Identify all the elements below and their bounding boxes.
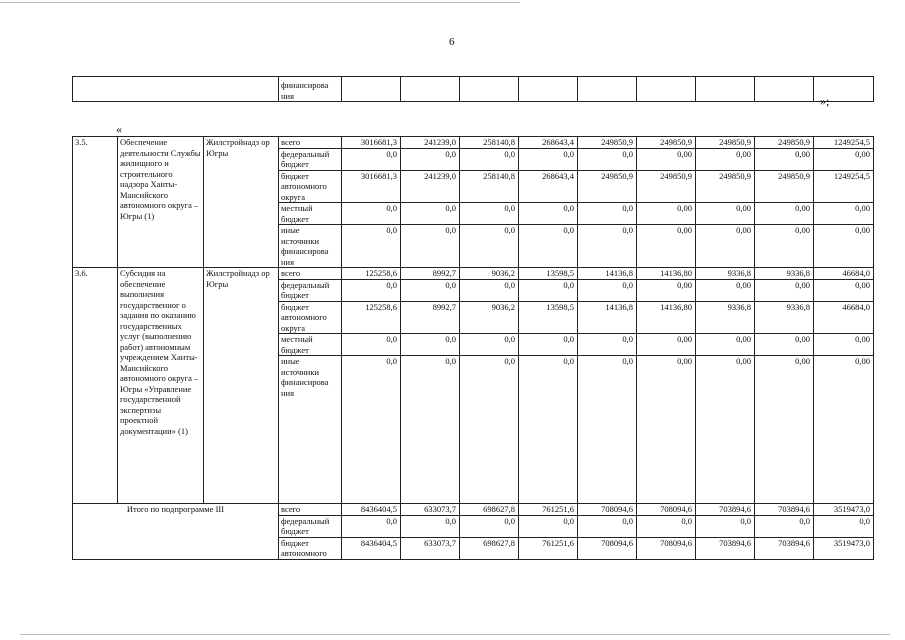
value-cell: 0,0	[342, 148, 401, 170]
value-cell: 0,00	[755, 279, 814, 301]
value-cell: 249850,9	[637, 137, 696, 149]
value-cell: 46684,0	[814, 268, 874, 280]
value-cell: 8436404,5	[342, 504, 401, 516]
value-cell: 249850,9	[755, 137, 814, 149]
value-cell: 0,0	[578, 515, 637, 537]
value-cell: 0,00	[755, 203, 814, 225]
value-cell: 0,0	[696, 515, 755, 537]
value-cell: 703894,6	[755, 504, 814, 516]
value-cell: 125258,6	[342, 301, 401, 334]
closing-quote: »;	[820, 94, 830, 108]
value-cell: 0,0	[342, 334, 401, 356]
value-cell: 3519473,0	[814, 504, 874, 516]
funding-source-label: бюджет автономного	[279, 537, 342, 559]
value-cell: 0,00	[814, 334, 874, 356]
value-cell: 0,0	[578, 225, 637, 268]
value-cell: 0,0	[814, 515, 874, 537]
value-cell: 0,0	[401, 334, 460, 356]
value-cell: 9336,8	[696, 301, 755, 334]
value-cell: 0,0	[519, 334, 578, 356]
value-cell: 0,0	[460, 515, 519, 537]
value-cell: 0,0	[401, 225, 460, 268]
value-cell: 703894,6	[755, 537, 814, 559]
value-cell: 0,0	[519, 279, 578, 301]
value-cell: 9036,2	[460, 268, 519, 280]
value-cell: 0,00	[814, 148, 874, 170]
value-cell: 0,0	[460, 356, 519, 504]
value-cell: 0,00	[755, 225, 814, 268]
funding-source-label: федеральный бюджет	[279, 515, 342, 537]
value-cell: 0,00	[755, 148, 814, 170]
value-cell: 3016681,3	[342, 137, 401, 149]
table-row	[73, 137, 874, 149]
top-fragment-label: финансирова ния	[279, 77, 342, 102]
table-row	[73, 268, 874, 280]
row-number: 3.5.	[73, 137, 118, 268]
value-cell: 9336,8	[755, 268, 814, 280]
value-cell: 0,0	[578, 356, 637, 504]
value-cell: 0,0	[637, 515, 696, 537]
value-cell: 0,00	[696, 203, 755, 225]
value-cell: 3519473,0	[814, 537, 874, 559]
value-cell: 8992,7	[401, 268, 460, 280]
value-cell: 0,00	[696, 225, 755, 268]
value-cell: 249850,9	[637, 170, 696, 203]
value-cell: 0,0	[460, 203, 519, 225]
value-cell: 249850,9	[578, 137, 637, 149]
funding-source-label: иные источники финансирова ния	[279, 225, 342, 268]
value-cell: 0,0	[578, 279, 637, 301]
value-cell: 0,00	[637, 279, 696, 301]
value-cell: 14136,80	[637, 301, 696, 334]
value-cell: 0,0	[519, 515, 578, 537]
value-cell: 14136,80	[637, 268, 696, 280]
value-cell: 249850,9	[578, 170, 637, 203]
value-cell: 708094,6	[578, 504, 637, 516]
funding-source-label: всего	[279, 504, 342, 516]
value-cell: 258140,8	[460, 137, 519, 149]
total-label: Итого по подпрограмме III	[73, 504, 279, 560]
value-cell: 0,00	[814, 225, 874, 268]
value-cell: 708094,6	[637, 537, 696, 559]
value-cell: 249850,9	[696, 137, 755, 149]
table-row	[73, 504, 874, 516]
value-cell: 633073,7	[401, 504, 460, 516]
value-cell: 633073,7	[401, 537, 460, 559]
value-cell: 0,0	[401, 515, 460, 537]
value-cell: 241239,0	[401, 137, 460, 149]
value-cell: 258140,8	[460, 170, 519, 203]
value-cell: 0,0	[401, 203, 460, 225]
value-cell: 0,0	[342, 279, 401, 301]
funding-source-label: бюджет автономного округа	[279, 301, 342, 334]
value-cell: 0,00	[637, 334, 696, 356]
value-cell: 0,0	[460, 279, 519, 301]
page-number: 6	[449, 36, 455, 48]
value-cell: 0,0	[519, 356, 578, 504]
value-cell: 698627,8	[460, 537, 519, 559]
funding-source-label: федеральный бюджет	[279, 148, 342, 170]
funding-source-label: всего	[279, 137, 342, 149]
value-cell: 249850,9	[696, 170, 755, 203]
value-cell: 0,0	[460, 225, 519, 268]
value-cell: 0,0	[460, 148, 519, 170]
value-cell: 0,00	[814, 356, 874, 504]
funding-source-label: иные источники финансирова ния	[279, 356, 342, 504]
value-cell: 0,00	[637, 225, 696, 268]
executor: Жилстройнадз ор Югры	[204, 268, 279, 504]
value-cell: 0,0	[755, 515, 814, 537]
value-cell: 761251,6	[519, 504, 578, 516]
scan-artifact-top	[0, 2, 520, 3]
value-cell: 0,00	[696, 279, 755, 301]
value-cell: 0,00	[814, 203, 874, 225]
measure-name: Обеспечение деятельности Службы жилищного и строительного надзора Ханты-Мансийского автономного округа – Югры (1)	[118, 137, 204, 268]
value-cell: 703894,6	[696, 537, 755, 559]
value-cell: 0,00	[755, 356, 814, 504]
value-cell: 14136,8	[578, 268, 637, 280]
value-cell: 0,0	[578, 148, 637, 170]
value-cell: 0,0	[460, 334, 519, 356]
value-cell: 125258,6	[342, 268, 401, 280]
value-cell: 9336,8	[696, 268, 755, 280]
value-cell: 0,0	[519, 203, 578, 225]
funding-source-label: бюджет автономного округа	[279, 170, 342, 203]
value-cell: 14136,8	[578, 301, 637, 334]
executor: Жилстройнадз ор Югры	[204, 137, 279, 268]
value-cell: 9336,8	[755, 301, 814, 334]
value-cell: 13598,5	[519, 268, 578, 280]
value-cell: 241239,0	[401, 170, 460, 203]
value-cell: 8436404,5	[342, 537, 401, 559]
value-cell: 268643,4	[519, 170, 578, 203]
value-cell: 3016681,3	[342, 170, 401, 203]
value-cell: 0,0	[519, 225, 578, 268]
value-cell: 0,0	[401, 279, 460, 301]
value-cell: 1249254,5	[814, 137, 874, 149]
funding-source-label: федеральный бюджет	[279, 279, 342, 301]
value-cell: 9036,2	[460, 301, 519, 334]
value-cell: 0,00	[696, 356, 755, 504]
funding-source-label: местный бюджет	[279, 334, 342, 356]
value-cell: 13598,5	[519, 301, 578, 334]
value-cell: 8992,7	[401, 301, 460, 334]
value-cell: 708094,6	[578, 537, 637, 559]
value-cell: 0,00	[755, 334, 814, 356]
value-cell: 698627,8	[460, 504, 519, 516]
value-cell: 0,0	[401, 356, 460, 504]
value-cell: 0,00	[637, 356, 696, 504]
top-fragment-table	[72, 76, 874, 102]
value-cell: 0,0	[342, 515, 401, 537]
value-cell: 0,00	[637, 148, 696, 170]
value-cell: 0,00	[696, 334, 755, 356]
value-cell: 0,0	[342, 225, 401, 268]
value-cell: 1249254,5	[814, 170, 874, 203]
value-cell: 0,0	[519, 148, 578, 170]
value-cell: 0,0	[342, 203, 401, 225]
value-cell: 0,0	[342, 356, 401, 504]
value-cell: 268643,4	[519, 137, 578, 149]
value-cell: 0,0	[578, 203, 637, 225]
value-cell: 0,00	[696, 148, 755, 170]
value-cell: 708094,6	[637, 504, 696, 516]
row-number: 3.6.	[73, 268, 118, 504]
value-cell: 0,00	[637, 203, 696, 225]
value-cell: 249850,9	[755, 170, 814, 203]
opening-quote: «	[116, 122, 122, 136]
value-cell: 0,00	[814, 279, 874, 301]
funding-source-label: местный бюджет	[279, 203, 342, 225]
top-fragment-empty	[73, 77, 279, 102]
value-cell: 703894,6	[696, 504, 755, 516]
value-cell: 0,0	[401, 148, 460, 170]
value-cell: 46684,0	[814, 301, 874, 334]
financing-table	[72, 136, 874, 560]
funding-source-label: всего	[279, 268, 342, 280]
value-cell: 0,0	[578, 334, 637, 356]
value-cell: 761251,6	[519, 537, 578, 559]
scan-artifact-bottom	[20, 634, 890, 635]
measure-name: Субсидия на обеспечение выполнения государственног о задания по оказанию государственных услуг (выполнению работ) автономным учреждением Ханты-Мансийского автономного округа – Югры «Управление государственной экспертизы проектной документации» (1)	[118, 268, 204, 504]
